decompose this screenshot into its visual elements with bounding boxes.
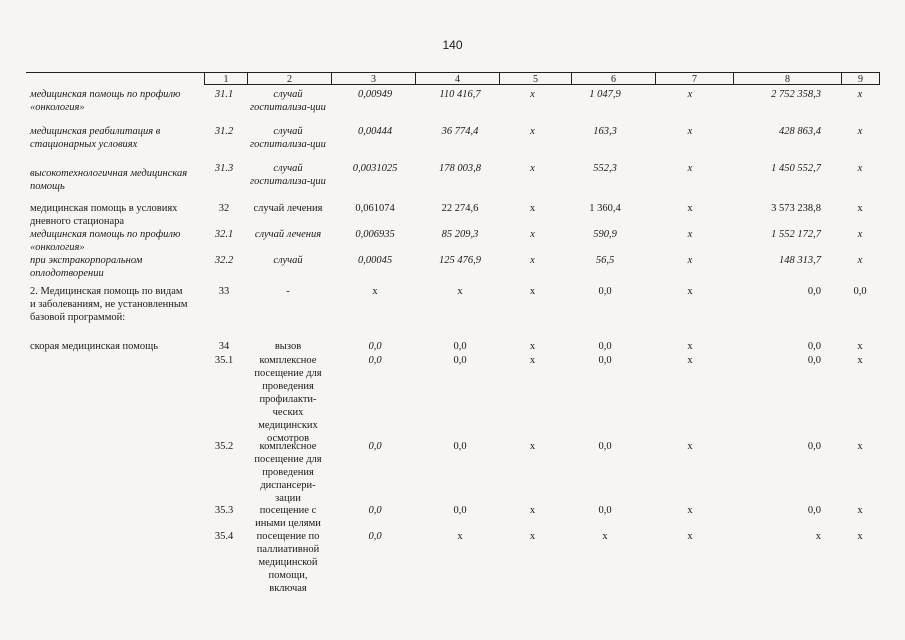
cell-col3: 0,00045	[357, 255, 393, 266]
cell-col9: x	[857, 505, 863, 516]
cell-col3: 0,061074	[355, 203, 395, 214]
row-unit: случай лечения	[253, 203, 323, 214]
cell-col9: x	[857, 355, 863, 366]
cell-col4: 85 209,3	[441, 229, 479, 240]
cell-col5: x	[529, 286, 536, 297]
page-number: 140	[442, 38, 463, 52]
row-name: медицинская помощь по профилю «онкология»	[30, 89, 181, 113]
row-name: медицинская помощь в условиях дневного стационара	[30, 203, 178, 227]
cell-col5: x	[530, 229, 535, 240]
cell-col7: x	[687, 505, 693, 516]
cell-col8: 428 863,4	[779, 126, 821, 137]
row-number: 32.1	[214, 229, 234, 240]
cell-col8: 0,0	[807, 505, 821, 516]
cell-col8: 0,0	[807, 341, 821, 352]
row-number: 32	[218, 203, 230, 214]
row-unit: случай	[273, 255, 303, 266]
row-unit: случай госпитализа-ции	[250, 126, 326, 150]
cell-col9: x	[857, 163, 863, 174]
cell-col4: 22 274,6	[441, 203, 479, 214]
cell-col8: 1 450 552,7	[771, 163, 821, 174]
row-unit: посещение с иными целями	[255, 505, 321, 529]
cell-col6: 1 360,4	[589, 203, 621, 214]
row-number: 31.2	[214, 126, 234, 137]
cell-col9: x	[857, 341, 863, 352]
cell-col6: 0,0	[598, 441, 612, 452]
cell-col6: 1 047,9	[589, 89, 621, 100]
row-number: 35.3	[214, 505, 234, 516]
cell-col6: 590,9	[593, 229, 617, 240]
cell-col3: 0,00949	[357, 89, 393, 100]
row-name: 2. Медицинская помощь по видам и заболеваниям, не установленным базовой программой:	[30, 286, 188, 323]
cell-col4: 0,0	[453, 505, 467, 516]
row-number: 32.2	[214, 255, 234, 266]
cell-col4: 0,0	[453, 341, 467, 352]
cell-col4: x	[457, 531, 463, 542]
cell-col4: 110 416,7	[439, 89, 481, 100]
cell-col9: x	[857, 441, 863, 452]
row-unit: посещение по паллиативной медицинской помощи, включая	[256, 531, 320, 594]
cell-col5: x	[529, 441, 536, 452]
cell-col3: 0,0	[368, 505, 382, 516]
cell-col6: 163,3	[593, 126, 617, 137]
column-header-3: 3	[332, 72, 416, 85]
row-name: медицинская реабилитация в стационарных условиях	[30, 126, 161, 150]
cell-col8: 0,0	[807, 286, 821, 297]
cell-col4: 0,0	[453, 355, 467, 366]
row-number: 35.4	[214, 531, 234, 542]
cell-col7: x	[687, 341, 693, 352]
cell-col5: x	[529, 355, 536, 366]
column-header-7: 7	[656, 72, 734, 85]
cell-col7: x	[687, 441, 693, 452]
cell-col6: x	[602, 531, 608, 542]
row-unit: случай госпитализа-ции	[250, 163, 326, 187]
cell-col8: x	[815, 531, 821, 542]
cell-col4: 178 003,8	[439, 163, 481, 174]
row-number: 34	[218, 341, 230, 352]
cell-col5: x	[530, 126, 535, 137]
cell-col9: x	[857, 126, 863, 137]
row-name: скорая медицинская помощь	[30, 341, 158, 352]
row-name: высокотехнологичная медицинская помощь	[30, 168, 188, 192]
cell-col3: x	[372, 286, 378, 297]
cell-col4: 36 774,4	[441, 126, 479, 137]
cell-col8: 0,0	[807, 355, 821, 366]
cell-col9: x	[857, 255, 863, 266]
cell-col9: x	[857, 531, 863, 542]
column-header-4: 4	[416, 72, 500, 85]
cell-col7: x	[687, 89, 693, 100]
cell-col6: 0,0	[598, 341, 612, 352]
cell-col7: x	[687, 286, 693, 297]
row-unit: вызов	[274, 341, 302, 352]
cell-col6: 0,0	[598, 505, 612, 516]
cell-col8: 0,0	[807, 441, 821, 452]
column-header-6: 6	[572, 72, 656, 85]
cell-col8: 1 552 172,7	[771, 229, 821, 240]
cell-col5: x	[529, 203, 536, 214]
cell-col5: x	[529, 505, 536, 516]
cell-col7: x	[687, 531, 693, 542]
cell-col8: 2 752 358,3	[771, 89, 821, 100]
cell-col5: x	[529, 531, 536, 542]
cell-col7: x	[687, 229, 693, 240]
cell-col8: 148 313,7	[779, 255, 821, 266]
cell-col7: x	[687, 203, 693, 214]
row-number: 33	[218, 286, 230, 297]
column-header-row	[0, 72, 905, 86]
cell-col3: 0,00444	[357, 126, 393, 137]
cell-col3: 0,0	[368, 341, 382, 352]
row-unit: случай госпитализа-ции	[250, 89, 326, 113]
cell-col5: x	[530, 89, 535, 100]
cell-col5: x	[530, 163, 535, 174]
cell-col4: x	[457, 286, 463, 297]
cell-col7: x	[687, 355, 693, 366]
cell-col9: 0,0	[853, 286, 867, 297]
cell-col7: x	[687, 255, 693, 266]
row-unit: случай лечения	[254, 229, 322, 240]
cell-col6: 0,0	[598, 355, 612, 366]
row-name: медицинская помощь по профилю «онкология»	[30, 229, 181, 253]
row-unit: -	[286, 286, 290, 297]
cell-col9: x	[857, 89, 863, 100]
cell-col3: 0,006935	[355, 229, 395, 240]
cell-col6: 56,5	[595, 255, 615, 266]
cell-col5: x	[530, 255, 535, 266]
cell-col7: x	[687, 126, 693, 137]
row-unit: комплексное посещение для проведения профилакти-ческих медицинских осмотров	[254, 355, 322, 444]
column-header-8: 8	[734, 72, 842, 85]
cell-col5: x	[529, 341, 536, 352]
row-number: 35.1	[214, 355, 234, 366]
row-number: 31.1	[214, 89, 234, 100]
cell-col9: x	[857, 203, 863, 214]
cell-col4: 0,0	[453, 441, 467, 452]
cell-col3: 0,0	[368, 531, 382, 542]
row-unit: комплексное посещение для проведения диспансери-зации	[254, 441, 322, 504]
cell-col8: 3 573 238,8	[771, 203, 821, 214]
cell-col6: 0,0	[598, 286, 612, 297]
row-name: при экстракорпоральном оплодотворении	[30, 255, 143, 279]
column-header-1: 1	[204, 72, 248, 85]
row-number: 35.2	[214, 441, 234, 452]
column-header-2: 2	[248, 72, 332, 85]
cell-col9: x	[857, 229, 863, 240]
column-header-5: 5	[500, 72, 572, 85]
cell-col4: 125 476,9	[439, 255, 481, 266]
cell-col7: x	[687, 163, 693, 174]
cell-col3: 0,0	[368, 355, 382, 366]
cell-col6: 552,3	[593, 163, 617, 174]
column-header-9: 9	[842, 72, 880, 85]
row-number: 31.3	[214, 163, 234, 174]
cell-col3: 0,0031025	[352, 163, 398, 174]
cell-col3: 0,0	[368, 441, 382, 452]
